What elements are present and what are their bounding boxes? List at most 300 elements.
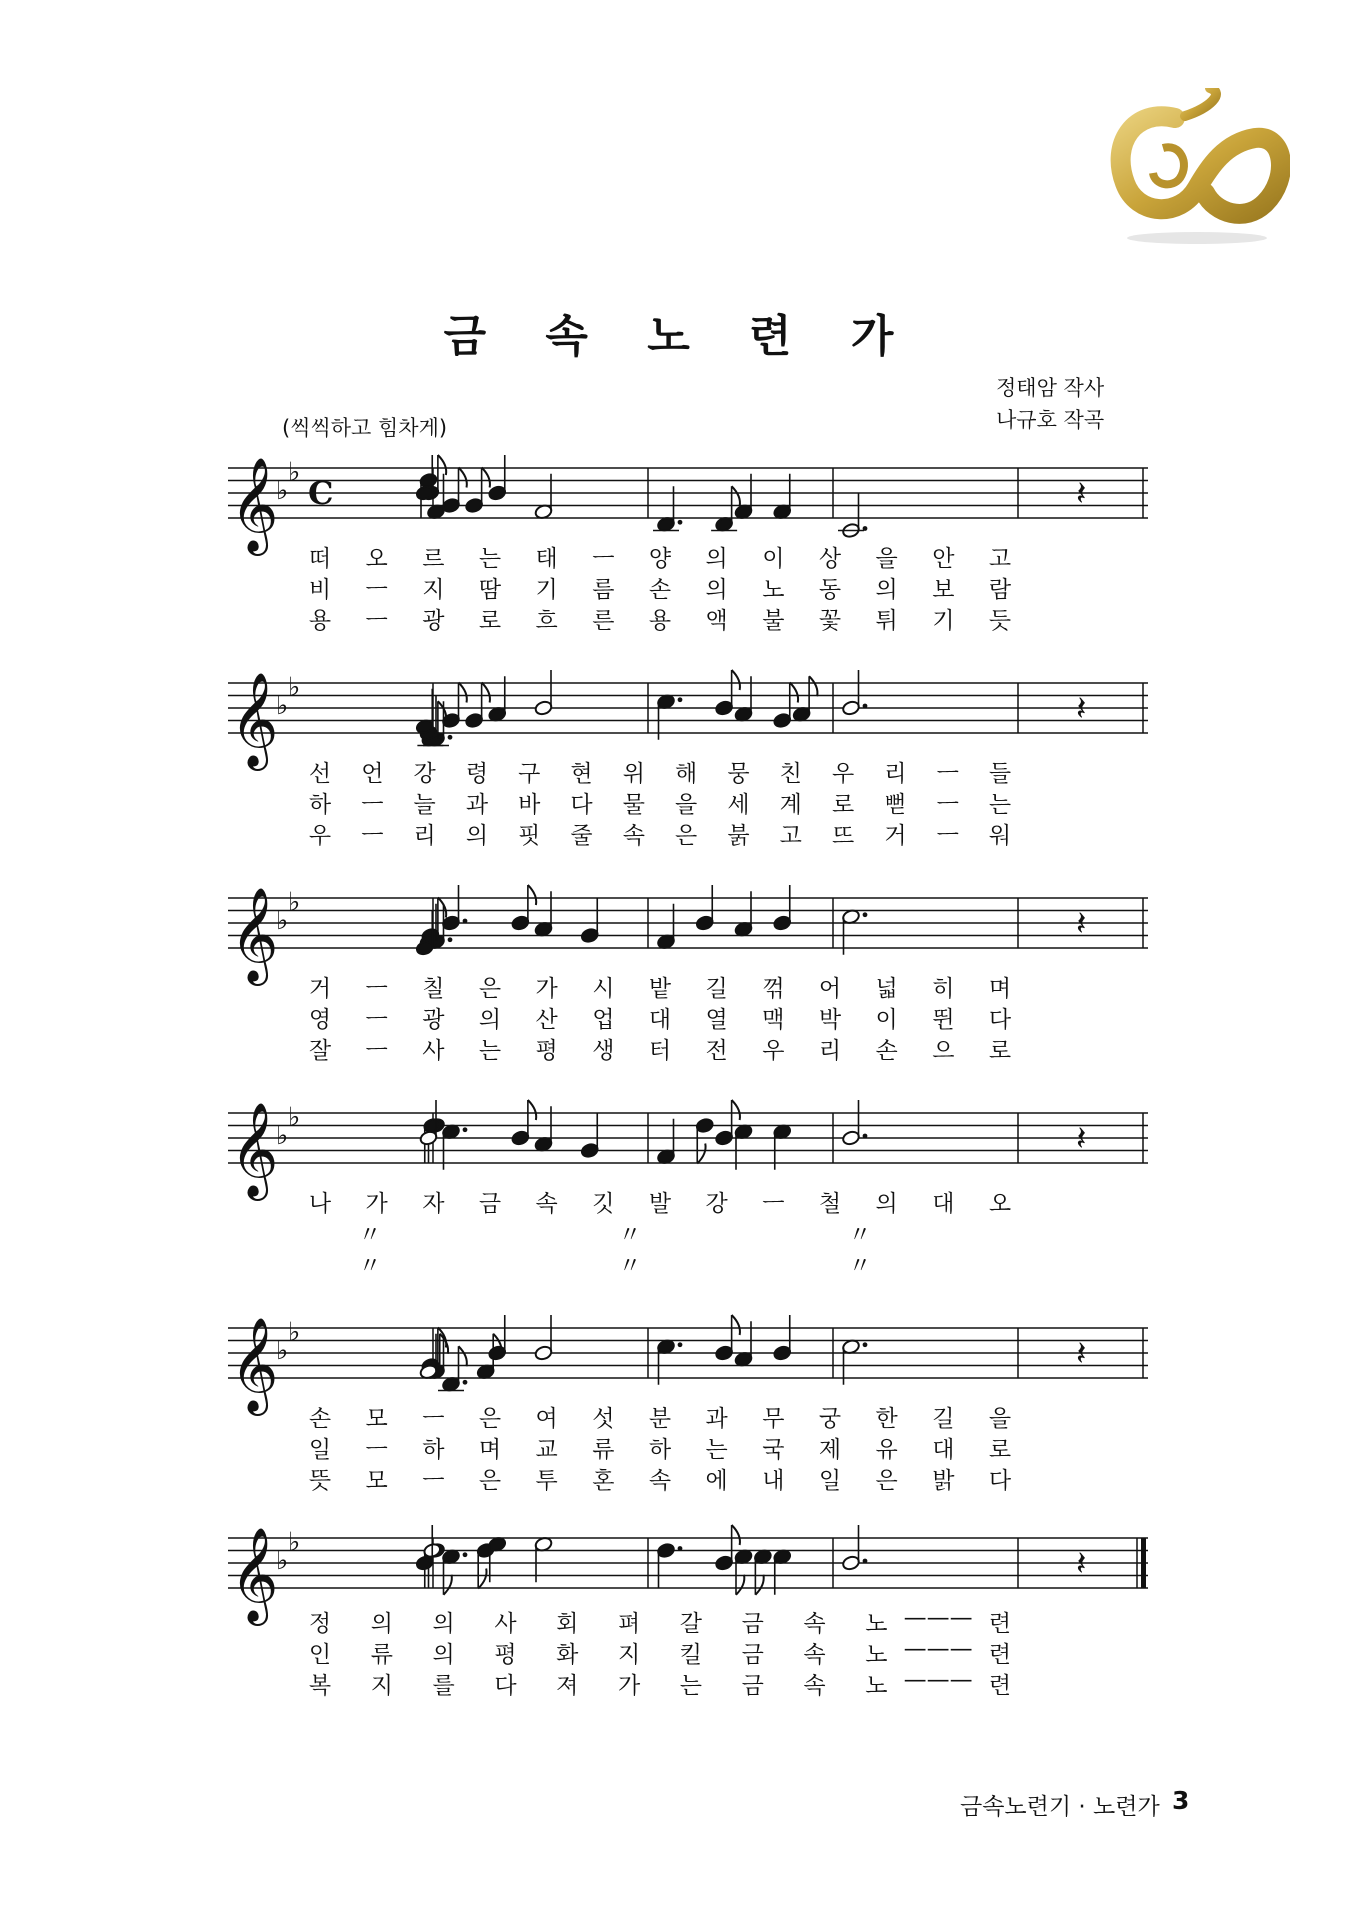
lyric-syllable: 길 — [932, 1406, 955, 1432]
lyric-line — [0, 602, 1359, 634]
lyric-syllable: 거 — [308, 976, 332, 1002]
lyric-syllable: 용 — [648, 608, 672, 634]
lyric-syllable: 지 — [370, 1673, 393, 1699]
lyric-syllable: 리 — [413, 823, 436, 849]
lyric-syllable: 금 — [741, 1611, 764, 1637]
lyric-syllable: 지 — [422, 577, 445, 603]
lyric-syllable: 금 — [741, 1642, 764, 1668]
lyric-line — [0, 1032, 1359, 1064]
lyric-syllable: 불 — [762, 608, 785, 634]
lyric-syllable: 는 — [478, 546, 502, 572]
song-title: 금 속 노 련 가 — [443, 311, 916, 362]
lyric-syllable: ——— — [903, 1636, 973, 1662]
notehead — [656, 1542, 675, 1558]
lyric-syllable: 대 — [932, 1437, 955, 1463]
lyric-syllable: 분 — [648, 1406, 672, 1432]
lyric-syllable: 류 — [592, 1437, 615, 1463]
notehead — [841, 1130, 860, 1146]
augmentation-dot — [678, 697, 683, 702]
notehead — [715, 700, 734, 716]
lyric-syllable: 섯 — [592, 1406, 615, 1432]
lyric-syllable: 선 — [308, 761, 332, 787]
augmentation-dot — [863, 704, 868, 709]
lyric-syllable: 의 — [705, 546, 728, 572]
note — [773, 1315, 792, 1361]
note-flag — [732, 1315, 740, 1335]
lyric-syllable: 는 — [478, 1038, 502, 1064]
note — [841, 670, 867, 716]
lyric-syllable: 무 — [762, 1406, 785, 1432]
lyric-syllable: 혼 — [592, 1468, 615, 1494]
lyric-syllable: 뛴 — [932, 1007, 955, 1033]
lyric-syllable: 교 — [535, 1437, 558, 1463]
lyric-syllable: 국 — [762, 1437, 785, 1463]
lyric-syllable: 기 — [932, 608, 955, 634]
lyric-syllable: 노 — [865, 1642, 888, 1668]
notehead — [534, 700, 553, 716]
note-flag — [444, 1575, 452, 1595]
lyric-syllable: ㅡ — [365, 608, 388, 634]
treble-clef-icon: 𝄞 — [230, 1317, 279, 1412]
note-flag — [732, 1525, 740, 1545]
lyric-syllable: ㅡ — [365, 976, 388, 1002]
note-flag — [790, 683, 798, 703]
lyric-syllable: 내 — [762, 1468, 785, 1494]
lyric-syllable: 펴 — [617, 1611, 641, 1637]
flat-icon: ♭ — [288, 1317, 301, 1348]
note-flag — [528, 885, 536, 905]
lyric-syllable: 으 — [932, 1038, 955, 1064]
lyric-syllable: 물 — [622, 792, 645, 818]
lyric-syllable: 정 — [308, 1611, 332, 1637]
lyric-syllable: 을 — [875, 546, 898, 572]
lyric-syllable: 회 — [556, 1611, 579, 1637]
augmentation-dot — [678, 1342, 683, 1347]
lyric-syllable: 모 — [365, 1468, 388, 1494]
lyric-syllable: 꺾 — [762, 976, 785, 1002]
lyric-syllable: 밭 — [648, 976, 672, 1002]
lyric-line — [0, 1605, 1359, 1637]
lyric-syllable: 며 — [988, 976, 1012, 1002]
lyric-line — [0, 540, 1359, 572]
lyric-syllable: ——— — [903, 1667, 973, 1693]
lyric-syllable: 의 — [432, 1611, 455, 1637]
lyric-syllable: 킬 — [679, 1642, 703, 1668]
lyric-syllable: 떠 — [308, 546, 332, 572]
notehead — [534, 1345, 553, 1361]
augmentation-dot — [463, 1552, 468, 1557]
lyric-line — [0, 817, 1359, 849]
flat-icon: ♭ — [288, 672, 301, 703]
lyric-syllable: 인 — [308, 1642, 332, 1668]
lyric-syllable: 복 — [308, 1673, 332, 1699]
lyric-syllable: 세 — [727, 792, 750, 818]
lyric-syllable: 은 — [478, 1406, 502, 1432]
note — [773, 683, 798, 729]
quarter-rest-icon: 𝄽 — [1076, 904, 1087, 944]
flat-icon: ♭ — [276, 691, 289, 721]
lyric-syllable: 과 — [705, 1406, 728, 1432]
lyric-syllable: 박 — [818, 1007, 842, 1033]
augmentation-dot — [448, 937, 453, 942]
note — [580, 898, 599, 944]
lyric-syllable: 보 — [932, 577, 955, 603]
lyric-syllable: 름 — [592, 577, 615, 603]
note — [419, 695, 438, 741]
quarter-rest-icon: 𝄽 — [1076, 1334, 1087, 1374]
lyric-syllable: 로 — [988, 1038, 1012, 1064]
lyric-syllable: 발 — [648, 1191, 672, 1217]
note-flag — [809, 676, 817, 696]
lyric-syllable: 의 — [465, 823, 489, 849]
lyric-line — [0, 1462, 1359, 1494]
lyric-syllable: 뜻 — [308, 1468, 332, 1494]
lyric-syllable: 늘 — [413, 792, 436, 818]
lyric-syllable: 제 — [818, 1437, 842, 1463]
note — [511, 885, 536, 931]
lyric-syllable: 고 — [779, 823, 802, 849]
lyric-syllable: 땀 — [478, 577, 502, 603]
notehead — [695, 1117, 714, 1133]
lyric-syllable: 유 — [875, 1437, 898, 1463]
footer-text: 금속노련기 · 노련가 — [960, 1794, 1160, 1820]
lyric-syllable: 액 — [705, 608, 728, 634]
lyric-syllable: 고 — [988, 546, 1012, 572]
flat-icon: ♭ — [276, 906, 289, 936]
note — [841, 1525, 867, 1571]
flat-icon: ♭ — [276, 1121, 289, 1151]
lyric-syllable: 르 — [422, 546, 445, 572]
lyric-syllable: 양 — [648, 546, 672, 572]
lyric-syllable: ㅡ — [936, 823, 959, 849]
lyric-syllable: 련 — [988, 1611, 1012, 1637]
augmentation-dot — [863, 1134, 868, 1139]
lyric-syllable: 〃 — [848, 1222, 872, 1248]
lyric-syllable: 투 — [535, 1468, 558, 1494]
lyric-syllable: 속 — [803, 1673, 826, 1699]
notehead — [580, 927, 599, 943]
note-flag — [438, 455, 446, 475]
lyric-syllable: 상 — [818, 546, 842, 572]
lyric-syllable: 을 — [675, 792, 698, 818]
lyric-syllable: 언 — [361, 761, 384, 787]
notehead — [465, 712, 484, 728]
lyric-syllable: 자 — [422, 1191, 445, 1217]
lyric-syllable: 의 — [432, 1642, 455, 1668]
lyric-syllable: 대 — [648, 1007, 672, 1033]
lyric-syllable: 과 — [465, 792, 489, 818]
augmentation-dot — [678, 1546, 683, 1551]
lyric-line — [0, 786, 1359, 818]
augmentation-dot — [863, 1559, 868, 1564]
lyric-syllable: 를 — [432, 1673, 455, 1699]
quarter-rest-icon: 𝄽 — [1076, 1544, 1087, 1584]
lyric-line — [0, 1400, 1359, 1432]
note — [715, 670, 740, 716]
lyric-syllable: 속 — [648, 1468, 672, 1494]
lyric-line — [0, 1247, 1359, 1279]
augmentation-dot — [678, 520, 683, 525]
augmentation-dot — [863, 1342, 868, 1347]
lyric-syllable: 오 — [988, 1191, 1012, 1217]
lyric-syllable: 맥 — [762, 1007, 785, 1033]
note — [511, 1100, 536, 1146]
lyric-syllable: 열 — [705, 1007, 728, 1033]
lyric-line — [0, 1431, 1359, 1463]
union-logo-icon — [1105, 88, 1290, 248]
note — [580, 1113, 599, 1159]
lyric-syllable: 사 — [494, 1611, 517, 1637]
lyric-syllable: 리 — [818, 1038, 842, 1064]
lyric-syllable: 바 — [518, 792, 541, 818]
note-flag — [755, 1575, 763, 1595]
lyric-syllable: 들 — [988, 761, 1012, 787]
lyric-syllable: 의 — [705, 577, 728, 603]
note-flag — [438, 898, 446, 918]
lyric-syllable: 위 — [622, 761, 645, 787]
note — [695, 885, 714, 931]
lyric-syllable: 현 — [570, 761, 593, 787]
lyric-syllable: 하 — [422, 1437, 445, 1463]
lyric-syllable: ㅡ — [936, 792, 959, 818]
page-number: 3 — [1172, 1786, 1190, 1815]
lyric-syllable: 광 — [422, 608, 445, 634]
lyric-syllable: 는 — [705, 1437, 728, 1463]
lyric-syllable: 의 — [478, 1007, 502, 1033]
augmentation-dot — [463, 1127, 468, 1132]
notehead — [715, 1345, 734, 1361]
lyric-syllable: 류 — [370, 1642, 393, 1668]
lyric-syllable: 어 — [818, 976, 842, 1002]
lyric-syllable: 리 — [884, 761, 907, 787]
lyric-syllable: 하 — [308, 792, 332, 818]
lyric-syllable: 로 — [831, 792, 855, 818]
notehead — [841, 1555, 860, 1571]
note — [534, 670, 553, 716]
note — [488, 455, 507, 501]
lyric-syllable: 구 — [518, 761, 541, 787]
lyric-syllable: 계 — [779, 792, 802, 818]
lyric-syllable: 워 — [988, 823, 1012, 849]
lyric-syllable: 령 — [465, 761, 489, 787]
treble-clef-icon: 𝄞 — [230, 457, 279, 552]
lyric-syllable: 길 — [705, 976, 728, 1002]
notehead — [715, 1555, 734, 1571]
flat-icon: ♭ — [288, 1102, 301, 1133]
note-flag — [459, 468, 467, 488]
lyric-syllable: 하 — [648, 1437, 672, 1463]
notehead — [715, 1130, 734, 1146]
lyric-syllable: 강 — [705, 1191, 728, 1217]
quarter-rest-icon: 𝄽 — [1076, 474, 1087, 514]
lyric-syllable: 해 — [675, 761, 698, 787]
lyric-syllable: 히 — [932, 976, 955, 1002]
treble-clef-icon: 𝄞 — [230, 1102, 279, 1197]
lyric-syllable: 붉 — [727, 823, 750, 849]
notehead — [441, 915, 460, 931]
lyric-syllable: ㅡ — [422, 1406, 445, 1432]
notehead — [511, 915, 530, 931]
notehead — [841, 700, 860, 716]
note-flag — [732, 670, 740, 690]
lyric-syllable: 손 — [308, 1406, 332, 1432]
lyric-syllable: 노 — [865, 1673, 888, 1699]
lyric-syllable: 가 — [365, 1191, 388, 1217]
note-flag — [459, 1346, 467, 1366]
lyric-syllable: 은 — [875, 1468, 898, 1494]
lyric-syllable: 용 — [308, 608, 332, 634]
lyric-syllable: 터 — [648, 1038, 672, 1064]
lyric-syllable: 노 — [762, 577, 785, 603]
lyric-syllable: 강 — [413, 761, 436, 787]
music-staff-system-3 — [228, 880, 1150, 982]
lyric-syllable: 궁 — [818, 1406, 842, 1432]
lyric-syllable: 일 — [818, 1468, 842, 1494]
lyric-syllable: 광 — [422, 1007, 445, 1033]
lyric-syllable: 평 — [494, 1642, 517, 1668]
note — [841, 1100, 867, 1146]
lyric-line — [0, 1185, 1359, 1217]
note-flag — [459, 683, 467, 703]
notehead — [441, 712, 460, 728]
lyric-syllable: 기 — [535, 577, 558, 603]
note — [441, 683, 466, 729]
lyric-syllable: 우 — [831, 761, 855, 787]
lyric-syllable: 은 — [478, 976, 502, 1002]
lyric-syllable: 영 — [308, 1007, 332, 1033]
lyric-syllable: 〃 — [848, 1253, 872, 1279]
lyric-syllable: 꽃 — [818, 608, 842, 634]
lyric-syllable: 이 — [762, 546, 785, 572]
flat-icon: ♭ — [288, 457, 301, 488]
music-staff-system-1 — [228, 450, 1150, 552]
augmentation-dot — [463, 1380, 468, 1385]
lyric-syllable: 동 — [818, 577, 842, 603]
flat-icon: ♭ — [288, 1527, 301, 1558]
lyric-syllable: 튀 — [875, 608, 898, 634]
notehead — [773, 1345, 792, 1361]
lyric-syllable: 련 — [988, 1642, 1012, 1668]
lyric-syllable: 가 — [535, 976, 558, 1002]
note — [534, 1315, 553, 1361]
lyric-syllable: 의 — [875, 1191, 898, 1217]
note-flag — [736, 1575, 744, 1595]
note — [715, 1315, 740, 1361]
composer-credit: 나규호 작곡 — [996, 408, 1105, 432]
lyric-syllable: ㅡ — [592, 546, 615, 572]
lyric-syllable: 는 — [988, 792, 1012, 818]
lyric-syllable: 사 — [422, 1038, 445, 1064]
lyric-line — [0, 1636, 1359, 1668]
lyric-syllable: 속 — [622, 823, 645, 849]
lyric-line — [0, 755, 1359, 787]
treble-clef-icon: 𝄞 — [230, 672, 279, 767]
lyric-syllable: 노 — [865, 1611, 888, 1637]
lyric-syllable: 손 — [875, 1038, 898, 1064]
augmentation-dot — [463, 919, 468, 924]
lyric-syllable: 뭉 — [727, 761, 750, 787]
notehead — [580, 1142, 599, 1158]
lyric-syllable: 다 — [988, 1007, 1012, 1033]
lyric-syllable: 〃 — [358, 1253, 382, 1279]
lyric-syllable: 의 — [370, 1611, 393, 1637]
lyric-syllable: 여 — [535, 1406, 558, 1432]
lyric-line — [0, 571, 1359, 603]
lyric-syllable: 은 — [675, 823, 698, 849]
note-flag — [528, 1100, 536, 1120]
lyric-syllable: ㅡ — [936, 761, 959, 787]
lyric-syllable: 오 — [365, 546, 388, 572]
music-staff-system-2 — [228, 665, 1150, 767]
lyric-syllable: 넓 — [875, 976, 898, 1002]
lyric-syllable: 핏 — [518, 823, 541, 849]
lyric-syllable: 〃 — [618, 1222, 642, 1248]
flat-icon: ♭ — [288, 887, 301, 918]
lyric-syllable: 시 — [592, 976, 615, 1002]
lyric-syllable: 이 — [875, 1007, 898, 1033]
note — [695, 1117, 714, 1163]
treble-clef-icon: 𝄞 — [230, 887, 279, 982]
lyric-line — [0, 1667, 1359, 1699]
lyric-syllable: 친 — [779, 761, 802, 787]
notehead — [511, 1130, 530, 1146]
lyric-syllable: ㅡ — [365, 1007, 388, 1033]
lyric-syllable: 가 — [617, 1673, 641, 1699]
time-signature: C — [308, 474, 334, 512]
note-flag — [732, 486, 740, 506]
note-flag — [478, 1569, 486, 1589]
lyric-syllable: 른 — [592, 608, 615, 634]
quarter-rest-icon: 𝄽 — [1076, 1119, 1087, 1159]
lyric-line — [0, 1001, 1359, 1033]
lyric-syllable: 칠 — [422, 976, 445, 1002]
flat-icon: ♭ — [276, 1336, 289, 1366]
lyric-syllable: 갈 — [679, 1611, 703, 1637]
lyric-syllable: 을 — [988, 1406, 1012, 1432]
lyric-syllable: 일 — [308, 1437, 332, 1463]
lyric-syllable: 우 — [308, 823, 332, 849]
lyric-syllable: 로 — [478, 608, 502, 634]
lyric-syllable: 는 — [679, 1673, 703, 1699]
note — [838, 493, 867, 539]
lyric-syllable: 손 — [648, 577, 672, 603]
lyric-syllable: 한 — [875, 1406, 898, 1432]
lyric-syllable: ㅡ — [365, 577, 388, 603]
lyricist-credit: 정태암 작사 — [996, 376, 1105, 400]
notehead — [773, 712, 792, 728]
notehead — [773, 915, 792, 931]
quarter-rest-icon: 𝄽 — [1076, 689, 1087, 729]
notehead — [488, 1345, 507, 1361]
lyric-syllable: 람 — [988, 577, 1012, 603]
music-staff-system-6 — [228, 1520, 1150, 1622]
lyric-syllable: 흐 — [535, 608, 558, 634]
lyric-syllable: ㅡ — [361, 792, 384, 818]
lyric-syllable: 듯 — [988, 608, 1012, 634]
lyric-syllable: 속 — [803, 1611, 826, 1637]
lyric-syllable: 에 — [705, 1468, 728, 1494]
lyric-syllable: 뻗 — [884, 792, 907, 818]
lyric-syllable: 〃 — [618, 1253, 642, 1279]
lyric-syllable: 줄 — [570, 823, 593, 849]
augmentation-dot — [863, 912, 868, 917]
lyric-syllable: 〃 — [358, 1222, 382, 1248]
lyric-syllable: 금 — [478, 1191, 502, 1217]
lyric-syllable: 다 — [570, 792, 593, 818]
lyric-syllable: 우 — [762, 1038, 785, 1064]
flat-icon: ♭ — [276, 1546, 289, 1576]
lyric-syllable: 뜨 — [831, 823, 855, 849]
